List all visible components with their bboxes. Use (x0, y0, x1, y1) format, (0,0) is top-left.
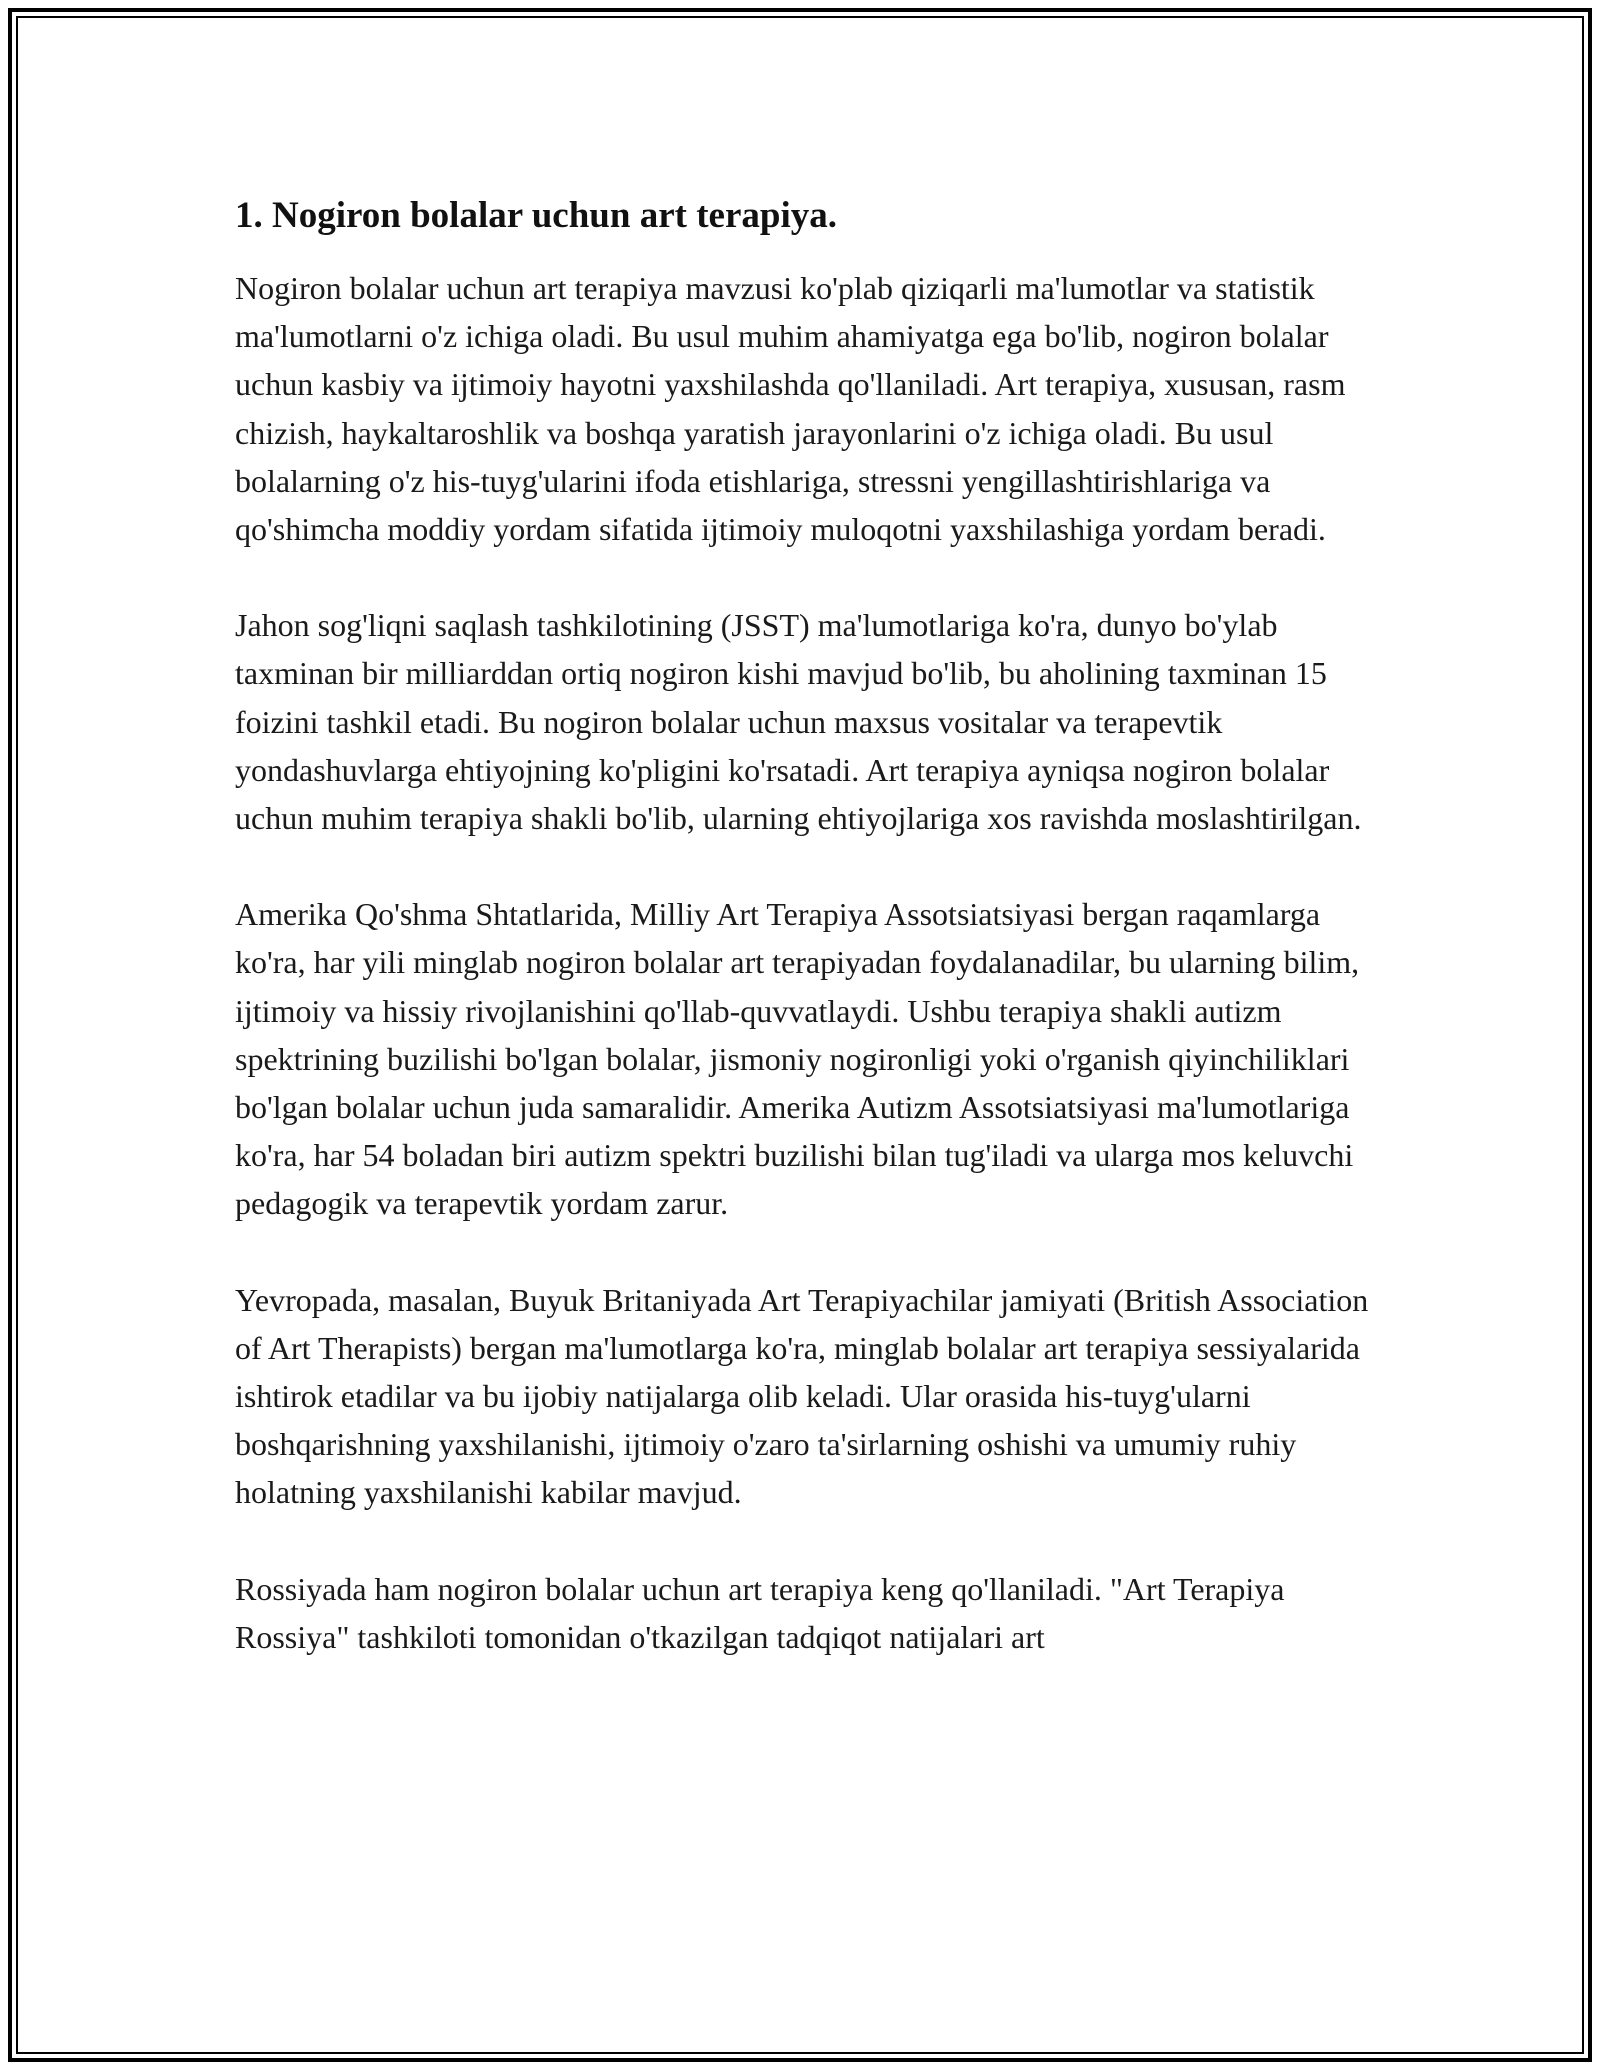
paragraph-1: Nogiron bolalar uchun art terapiya mavzusi ko'plab qiziqarli ma'lumotlar va statistik ma'lumotlarni o'z ichiga oladi. Bu usul muhim ahamiyatga ega bo'lib, nogiron bolalar uchun kasbiy va ijtimoiy hayotni yaxshilashda qo'llaniladi. Art terapiya, xususan, rasm chizish, haykaltaroshlik va boshqa yaratish jarayonlarini o'z ichiga oladi. Bu usul bolalarning o'z his-tuyg'ularini ifoda etishlariga, stressni yengillashtirishlariga va qo'shimcha moddiy yordam sifatida ijtimoiy muloqotni yaxshilashiga yordam beradi. (235, 270, 1346, 548)
section-heading: 1. Nogiron bolalar uchun art terapiya. (235, 195, 837, 236)
paragraph-3: Amerika Qo'shma Shtatlarida, Milliy Art Terapiya Assotsiatsiyasi bergan raqamlarga ko'ra, har yili minglab nogiron bolalar art terapiyadan foydalanadilar, bu ularning bilim, ijtimoiy va hissiy rivojlanishini qo'llab-quvvatlaydi. Ushbu terapiya shakli autizm spektrining buzilishi bo'lgan bolalar, jismoniy nogironligi yoki o'rganish qiyinchiliklari bo'lgan bolalar uchun juda samaralidir. Amerika Autizm Assotsiatsiyasi ma'lumotlariga ko'ra, har 54 boladan biri autizm spektri buzilishi bilan tug'iladi va ularga mos keluvchi pedagogik va terapevtik yordam zarur. (235, 896, 1360, 1222)
paragraph-5: Rossiyada ham nogiron bolalar uchun art terapiya keng qo'llaniladi. "Art Terapiya Rossiya" tashkiloti tomonidan o'tkazilgan tadqiqot natijalari art (235, 1570, 1285, 1655)
paragraph-2: Jahon sog'liqni saqlash tashkilotining (JSST) ma'lumotlariga ko'ra, dunyo bo'ylab taxminan bir milliarddan ortiq nogiron kishi mavjud bo'lib, bu aholining taxminan 15 foizini tashkil etadi. Bu nogiron bolalar uchun maxsus vositalar va terapevtik yondashuvlarga ehtiyojning ko'pligini ko'rsatadi. Art terapiya ayniqsa nogiron bolalar uchun muhim terapiya shakli bo'lib, ularning ehtiyojlariga xos ravishda moslashtirilgan. (235, 607, 1362, 837)
paragraph-4: Yevropada, masalan, Buyuk Britaniyada Art Terapiyachilar jamiyati (British Association of Art Therapists) bergan ma'lumotlarga ko'ra, minglab bolalar art terapiya sessiyalarida ishtirok etadilar va bu ijobiy natijalarga olib keladi. Ular orasida his-tuyg'ularni boshqarishning yaxshilanishi, ijtimoiy o'zaro ta'sirlarning oshishi va umumiy ruhiy holatning yaxshilanishi kabilar mavjud. (235, 1281, 1369, 1511)
document-body (235, 188, 1375, 1709)
